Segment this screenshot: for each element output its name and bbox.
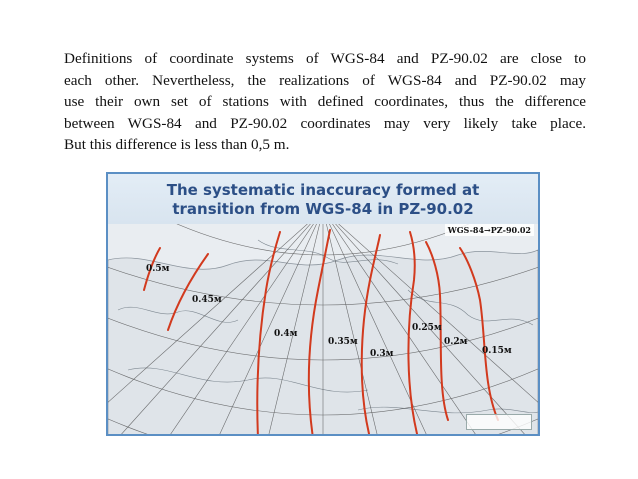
isoline-label: 0.2м xyxy=(444,337,468,347)
paragraph-line: Definitions of coordinate systems of WGS-84 and PZ-90.02 are close to xyxy=(64,50,586,67)
figure-title-line: The systematic inaccuracy formed at xyxy=(166,181,480,199)
isoline-label: 0.3м xyxy=(370,349,394,359)
map-graphic xyxy=(108,220,538,436)
paragraph-line: each other. Nevertheless, the realizations of WGS-84 and PZ-90.02 may xyxy=(64,71,586,89)
paragraph-line: between WGS-84 and PZ-90.02 coordinates may very likely take place. xyxy=(64,114,586,132)
isoline-label: 0.5м xyxy=(146,264,170,274)
isoline-label: 0.25м xyxy=(412,323,442,333)
figure-title xyxy=(108,174,538,224)
figure-title-line: transition from WGS-84 in PZ-90.02 xyxy=(172,200,474,218)
map-figure xyxy=(106,172,540,436)
map-credit-box xyxy=(466,414,532,430)
isoline-label: 0.15м xyxy=(482,346,512,356)
paragraph-line: use their own set of stations with defined coordinates, thus the difference xyxy=(64,93,586,110)
isoline-label: 0.35м xyxy=(328,337,358,347)
isoline-label: 0.4м xyxy=(274,329,298,339)
transition-legend: WGS-84→PZ-90.02 xyxy=(445,224,534,236)
slide-paragraph xyxy=(64,48,586,156)
isoline-label: 0.45м xyxy=(192,295,222,305)
paragraph-line: But this difference is less than 0,5 m. xyxy=(64,136,290,153)
